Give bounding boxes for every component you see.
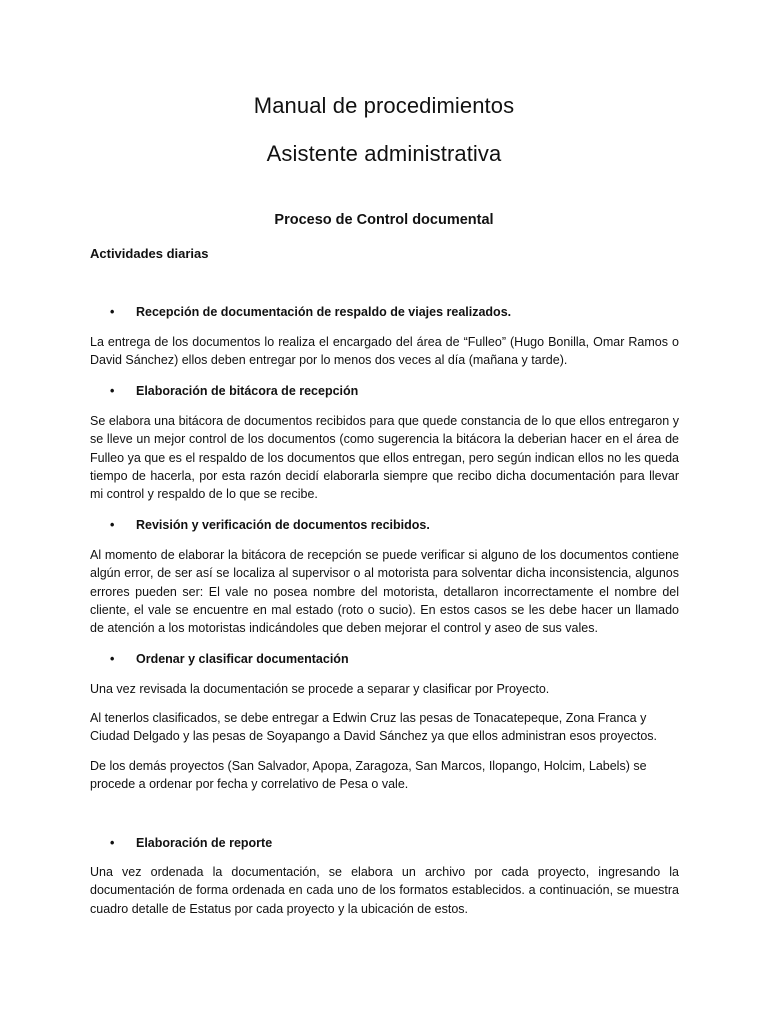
bullet-heading: Revisión y verificación de documentos recibidos. (136, 518, 430, 532)
paragraph: Una vez ordenada la documentación, se elabora un archivo por cada proyecto, ingresando la documentación de forma ordenada en cada uno de los formatos establecidos. a continuación, se muestra cuadro detalle de Estatus por cada proyecto y la ubicación de estos. (90, 865, 679, 916)
paragraph: De los demás proyectos (San Salvador, Apopa, Zaragoza, San Marcos, Ilopango, Holcim, Labels) se procede a ordenar por fecha y correlativo de Pesa o vale. (90, 759, 647, 792)
process-title: Proceso de Control documental (274, 212, 494, 228)
bullet-icon: • (110, 518, 115, 532)
bullet-icon: • (110, 836, 115, 850)
document-subtitle: Asistente administrativa (266, 141, 502, 166)
bullet-heading: Ordenar y clasificar documentación (136, 652, 349, 666)
document-title: Manual de procedimientos (253, 93, 515, 118)
bullet-heading: Elaboración de bitácora de recepción (136, 384, 359, 398)
bullet-icon: • (110, 305, 115, 319)
bullet-heading: Recepción de documentación de respaldo de viajes realizados. (136, 305, 512, 319)
bullet-icon: • (110, 652, 115, 666)
activities-heading: Actividades diarias (90, 246, 209, 261)
bullet-icon: • (110, 384, 115, 398)
paragraph: La entrega de los documentos lo realiza el encargado del área de “Fulleo” (Hugo Bonilla, Omar Ramos o David Sánchez) ellos deben entregar por lo menos dos veces al día (mañana y tarde). (90, 335, 679, 368)
bullet-heading: Elaboración de reporte (136, 836, 273, 850)
paragraph: Se elabora una bitácora de documentos recibidos para que quede constancia de lo que ellos entregaron y se lleve un mejor control de los documentos (como sugerencia la bitácora la deberian hacer en el área de Fulleo ya que es el respaldo de los documentos que ellos entregan, pero según indican ellos no les queda tiempo de hacerla, por esta razón decidí elaborarla siempre que recibo dicha documentación para llevar mi control y respaldo de lo que se recibe. (90, 414, 679, 502)
paragraph: Al tenerlos clasificados, se debe entregar a Edwin Cruz las pesas de Tonacatepeque, Zona Franca y Ciudad Delgado y las pesas de Soyapango a David Sánchez ya que ellos administran esos proyectos. (90, 711, 658, 744)
paragraph: Una vez revisada la documentación se procede a separar y clasificar por Proyecto. (90, 682, 550, 696)
paragraph: Al momento de elaborar la bitácora de recepción se puede verificar si alguno de los documentos contiene algún error, de ser así se localiza al supervisor o al motorista para solventar dicha inconsistencia, algunos errores pueden ser: El vale no posea nombre del motorista, detallaron incorrectamente el nombre del cliente, el vale se encuentre en mal estado (roto o sucio). En estos casos se les debe hacer un llamado de atención a los motoristas indicándoles que deben mejorar el control y aseo de sus vales. (90, 548, 679, 636)
